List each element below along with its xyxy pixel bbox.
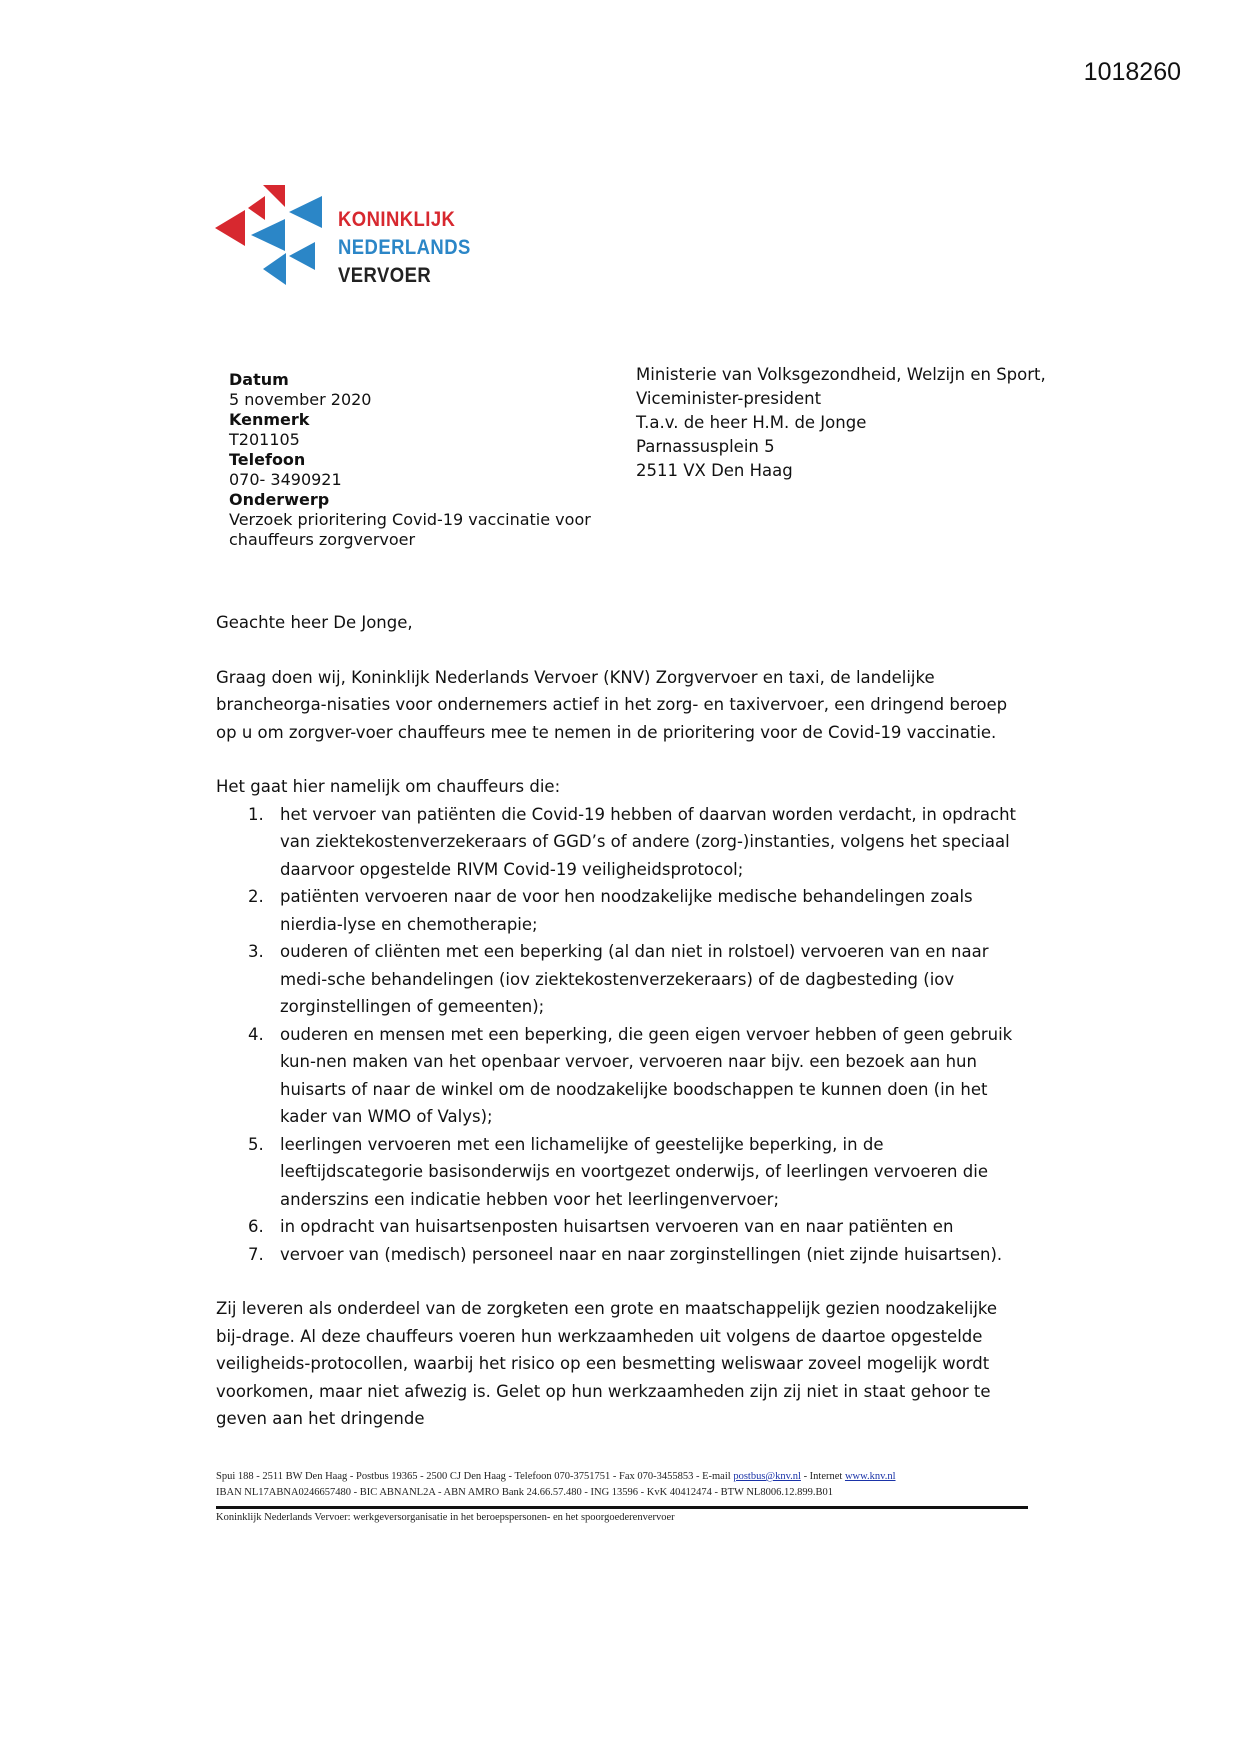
knv-logo <box>215 185 475 295</box>
list-item-text: in opdracht van huisartsenposten huisartsen vervoeren van en naar patiënten en <box>280 1217 954 1236</box>
footer-bank-line: IBAN NL17ABNA0246657480 - BIC ABNANL2A - ABN AMRO Bank 24.66.57.480 - ING 13596 - KvK 40412474 - BTW NL8006.12.899.B01 <box>216 1487 833 1498</box>
reference-label: Kenmerk <box>229 410 310 429</box>
address-line: Parnassusplein 5 <box>636 437 775 456</box>
list-item-text: vervoer van (medisch) personeel naar en naar zorginstellingen (niet zijnde huisartsen). <box>280 1244 1003 1264</box>
address-line: 2511 VX Den Haag <box>636 461 793 480</box>
list-item-number: 7. <box>248 1244 264 1264</box>
list-item-text: leerlingen vervoeren met een lichamelijke of geestelijke beperking, in de leeftijdscategorie basisonderwijs en voortgezet onderwijs, of leerlingen vervoeren die anderszins een indicatie hebben voor het leerlingenvervoer; <box>280 1134 988 1209</box>
address-line: Ministerie van Volksgezondheid, Welzijn en Sport, <box>636 365 1046 384</box>
footer-contact-line <box>216 1469 1028 1485</box>
list-item <box>216 938 1026 1021</box>
footer-internet-label: - Internet <box>803 1471 843 1482</box>
list-item-number: 4. <box>248 1024 264 1044</box>
closing-paragraph: Zij leveren als onderdeel van de zorgketen een grote en maatschappelijk gezien noodzakelijke bij-drage. Al deze chauffeurs voeren hun werkzaamheden uit volgens de daartoe opgestelde veiligheids-protocollen, waarbij het risico op een besmetting weliswaar zoveel mogelijk wordt voorkomen, maar niet afwezig is. Gelet op hun werkzaamheden zijn zij niet in staat gehoor te geven aan het dringende <box>216 1299 998 1428</box>
logo-line-3: VERVOER <box>338 264 432 287</box>
footer-organisation-line: Koninklijk Nederlands Vervoer: werkgeversorganisatie in het beroepspersonen- en het spoorgoederenvervoer <box>216 1512 675 1523</box>
letter-body <box>216 609 1026 1433</box>
letter-footer <box>216 1469 1028 1525</box>
phone-value: 070- 3490921 <box>229 470 342 489</box>
list-item-number: 3. <box>248 942 264 961</box>
document-number: 1018260 <box>1083 58 1181 86</box>
list-item-text: patiënten vervoeren naar de voor hen noodzakelijke medische behandelingen zoals nierdia-lyse en chemotherapie; <box>280 887 973 934</box>
subject-label: Onderwerp <box>229 490 330 509</box>
knv-logo-icon <box>215 185 335 295</box>
list-item <box>216 1021 1026 1131</box>
footer-address: Spui 188 - 2511 BW Den Haag - Postbus 19365 - 2500 CJ Den Haag - Telefoon 070-3751751 - Fax 070-3455853 - E-mail <box>216 1471 731 1482</box>
footer-divider <box>216 1506 1028 1509</box>
list-item-text: ouderen of cliënten met een beperking (al dan niet in rolstoel) vervoeren van en naar medi-sche behandelingen (iov ziektekostenverzekeraars) of de dagbesteding (iov zorginstellingen of gemeenten); <box>280 942 989 1016</box>
list-item-number: 5. <box>248 1134 264 1154</box>
subject-line: chauffeurs zorgvervoer <box>229 530 416 549</box>
date-value: 5 november 2020 <box>229 390 372 409</box>
list-item-text: ouderen en mensen met een beperking, die geen eigen vervoer hebben of geen gebruik kun-nen maken van het openbaar vervoer, vervoeren naar bijv. een bezoek aan hun huisarts of naar de winkel om de noodzakelijke boodschappen te kunnen doen (in het kader van WMO of Valys); <box>280 1024 1013 1126</box>
list-item <box>216 1241 1026 1269</box>
list-item <box>216 883 1026 938</box>
date-label: Datum <box>229 370 289 389</box>
footer-email-link[interactable]: postbus@knv.nl <box>733 1471 801 1482</box>
logo-line-2: NEDERLANDS <box>338 236 471 259</box>
list-item <box>216 801 1026 884</box>
reference-value: T201105 <box>229 430 300 449</box>
greeting: Geachte heer De Jonge, <box>216 613 413 632</box>
list-item-number: 1. <box>248 804 264 824</box>
list-item-text: het vervoer van patiënten die Covid-19 hebben of daarvan worden verdacht, in opdracht van ziektekostenverzekeraars of GGD’s of andere (zorg-)instanties, volgens het speciaal daarvoor opgestelde RIVM Covid-19 veiligheidsprotocol; <box>280 804 1017 879</box>
chauffeur-list <box>216 801 1026 1269</box>
letter-meta <box>229 370 591 550</box>
intro-paragraph: Graag doen wij, Koninklijk Nederlands Vervoer (KNV) Zorgvervoer en taxi, de landelijke brancheorga-nisaties voor ondernemers actief in het zorg- en taxivervoer, een dringend beroep op u om zorgver-voer chauffeurs mee te nemen in de prioritering voor de Covid-19 vaccinatie. <box>216 667 1008 742</box>
list-item-number: 2. <box>248 887 264 906</box>
footer-website-link[interactable]: www.knv.nl <box>844 1471 896 1482</box>
address-line: Viceminister-president <box>636 389 822 408</box>
logo-line-1: KONINKLIJK <box>338 208 456 231</box>
list-intro: Het gaat hier namelijk om chauffeurs die: <box>216 777 561 796</box>
logo-wordmark <box>338 206 471 290</box>
phone-label: Telefoon <box>229 450 306 469</box>
list-item-number: 6. <box>248 1217 264 1236</box>
recipient-address <box>636 363 1046 483</box>
list-item <box>216 1131 1026 1214</box>
subject-line: Verzoek prioritering Covid-19 vaccinatie voor <box>229 510 591 529</box>
list-item <box>216 1213 1026 1241</box>
address-line: T.a.v. de heer H.M. de Jonge <box>636 413 867 432</box>
